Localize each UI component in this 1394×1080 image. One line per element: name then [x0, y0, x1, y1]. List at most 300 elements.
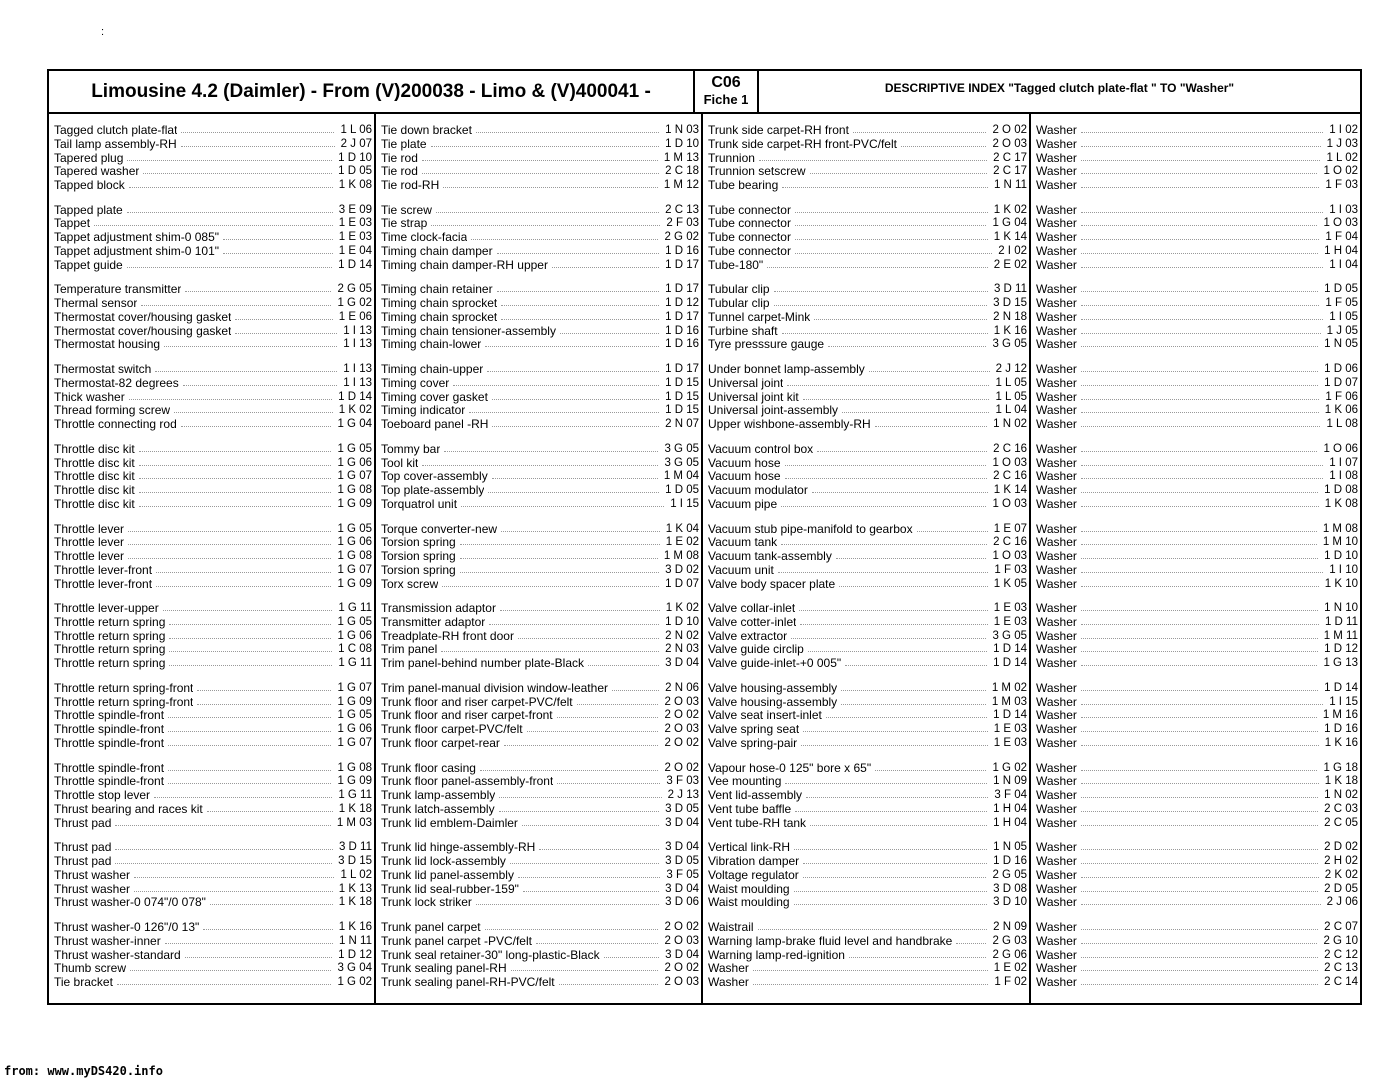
part-name: Washer	[708, 976, 749, 989]
part-name: Timing cover	[381, 376, 450, 390]
fiche-reference: 1 D 14	[993, 709, 1027, 722]
index-entry	[1031, 723, 1360, 737]
fiche-reference: 2 N 18	[993, 310, 1027, 323]
fiche-reference: 1 G 04	[992, 217, 1027, 230]
index-entry	[49, 377, 374, 391]
fiche-reference: 3 G 05	[992, 629, 1027, 642]
leader-dots	[1081, 665, 1317, 666]
part-name: Waist moulding	[708, 896, 790, 910]
part-name: Trunk lock striker	[381, 896, 472, 910]
part-name: Tie rod	[381, 165, 418, 179]
fiche-reference: 1 L 06	[340, 124, 372, 136]
fiche-reference: 1 G 06	[337, 536, 372, 549]
fiche-reference: 1 M 03	[336, 816, 372, 829]
part-name: Washer	[1036, 775, 1077, 789]
index-column-1	[49, 114, 376, 1003]
part-name: Tie rod-RH	[381, 179, 440, 192]
fiche-reference: 1 K 16	[338, 921, 372, 933]
part-name: Throttle lever-upper	[54, 602, 159, 616]
part-name: Trunk floor casing	[381, 761, 476, 775]
index-entry	[376, 443, 701, 457]
part-name: Vibration damper	[708, 855, 800, 869]
fiche-reference: 1 F 02	[994, 976, 1027, 988]
leader-dots	[1081, 544, 1317, 545]
index-entry	[1031, 817, 1360, 831]
part-name: Washer	[1036, 802, 1077, 816]
leader-dots	[197, 704, 331, 705]
leader-dots	[431, 146, 659, 147]
leader-dots	[134, 891, 333, 892]
index-entry	[1031, 325, 1360, 339]
index-frame	[47, 69, 1362, 1005]
fiche-reference: 1 G 06	[337, 456, 372, 469]
part-name: Washer	[1036, 338, 1077, 352]
part-name: Throttle spindle-front	[54, 775, 165, 789]
part-name: Thermostat cover/housing gasket	[54, 310, 232, 324]
leader-dots	[812, 492, 988, 493]
part-name: Top plate-assembly	[381, 484, 485, 498]
index-entry	[376, 484, 701, 498]
index-entry	[703, 789, 1029, 803]
leader-dots	[501, 305, 659, 306]
index-entry	[1031, 165, 1360, 179]
fiche-reference: 2 C 03	[1324, 802, 1358, 815]
index-entry	[1031, 536, 1360, 550]
index-entry	[49, 564, 374, 578]
fiche-reference: 2 O 03	[664, 934, 699, 947]
index-entry	[49, 311, 374, 325]
part-name: Thrust washer-0 074"/0 078"	[54, 896, 206, 910]
leader-dots	[1081, 970, 1318, 971]
index-entry	[49, 921, 374, 935]
leader-dots	[1081, 745, 1319, 746]
index-entry	[1031, 363, 1360, 377]
fiche-reference: 3 D 11	[338, 841, 372, 854]
part-name: Washer	[1036, 789, 1077, 803]
part-name: Vertical link-RH	[708, 841, 791, 855]
part-name: Trim panel-behind number plate-Black	[381, 657, 584, 671]
leader-dots	[836, 558, 986, 559]
index-entry	[1031, 124, 1360, 138]
leader-dots	[1081, 797, 1318, 798]
leader-dots	[758, 929, 987, 930]
index-entry	[703, 457, 1029, 471]
part-name: Universal joint	[708, 376, 784, 390]
leader-dots	[499, 811, 659, 812]
part-name: Vacuum stub pipe-manifold to gearbox	[708, 522, 913, 536]
fiche-reference: 2 J 07	[340, 137, 372, 150]
fiche-reference: 1 M 11	[1323, 629, 1358, 642]
part-name: Trunk panel carpet	[381, 921, 481, 934]
leader-dots	[497, 291, 659, 292]
leader-dots	[128, 531, 331, 532]
fiche-reference: 1 O 03	[992, 497, 1027, 510]
leader-dots	[168, 717, 331, 718]
part-name: Top cover-assembly	[381, 470, 488, 484]
index-entry	[703, 630, 1029, 644]
part-name: Timing chain tensioner-assembly	[381, 324, 556, 338]
part-name: Tube connector	[708, 217, 791, 231]
fiche-reference: 2 G 02	[664, 231, 699, 244]
part-name: Throttle return spring	[54, 657, 166, 671]
fiche-reference: 1 E 04	[338, 244, 372, 257]
fiche-reference: 3 D 11	[993, 283, 1027, 296]
part-name: Upper wishbone-assembly-RH	[708, 418, 871, 432]
index-entry	[49, 179, 374, 193]
part-name: Tool kit	[381, 456, 419, 470]
index-entry	[703, 498, 1029, 512]
fiche-reference: 1 K 04	[665, 522, 699, 535]
fiche-reference: 1 G 13	[1323, 657, 1358, 670]
index-entry	[703, 643, 1029, 657]
part-name: Throttle lever-front	[54, 577, 153, 591]
corner-mark: :	[101, 26, 105, 38]
fiche-reference: 1 I 08	[1329, 470, 1358, 483]
leader-dots	[476, 132, 659, 133]
fiche-reference: 1 K 14	[993, 484, 1027, 497]
part-name: Washer	[1036, 217, 1077, 231]
part-name: Washer	[1036, 297, 1077, 311]
index-entry	[376, 803, 701, 817]
index-entry	[49, 803, 374, 817]
index-entry	[49, 523, 374, 537]
leader-dots	[203, 929, 333, 930]
leader-dots	[469, 412, 659, 413]
leader-dots	[480, 770, 658, 771]
leader-dots	[1081, 478, 1323, 479]
part-name: Tie down bracket	[381, 124, 472, 137]
leader-dots	[223, 253, 333, 254]
index-entry	[1031, 152, 1360, 166]
index-entry	[1031, 976, 1360, 990]
index-entry	[703, 962, 1029, 976]
index-entry	[49, 124, 374, 138]
fiche-reference: 1 K 02	[338, 404, 372, 417]
part-name: Vacuum unit	[708, 563, 774, 577]
index-entry	[1031, 498, 1360, 512]
index-entry	[376, 325, 701, 339]
leader-dots	[803, 399, 989, 400]
index-entry	[703, 578, 1029, 592]
leader-dots	[1081, 465, 1323, 466]
fiche-reference: 2 C 17	[993, 165, 1027, 178]
part-name: Valve spring seat	[708, 723, 800, 737]
leader-dots	[1081, 399, 1319, 400]
fiche-reference: 3 F 04	[994, 789, 1027, 802]
fiche-reference: 1 G 08	[337, 550, 372, 562]
part-name: Valve guide circlip	[708, 643, 804, 657]
fiche-reference: 1 H 04	[993, 816, 1027, 829]
index-entry	[1031, 737, 1360, 751]
part-name: Washer	[1036, 124, 1077, 137]
leader-dots	[461, 506, 664, 507]
leader-dots	[753, 970, 988, 971]
fiche-reference: 2 O 02	[664, 761, 699, 774]
index-entry	[703, 338, 1029, 352]
fiche-reference: 1 G 07	[337, 736, 372, 749]
header	[49, 71, 1360, 114]
fiche-reference: 1 O 06	[1323, 442, 1358, 455]
index-entry	[49, 643, 374, 657]
index-entry	[49, 855, 374, 869]
leader-dots	[612, 690, 659, 691]
part-name: Timing indicator	[381, 404, 466, 418]
leader-dots	[794, 891, 987, 892]
part-name: Throttle return spring	[54, 629, 166, 643]
fiche-reference: 1 D 17	[665, 258, 699, 271]
part-name: Waistrail	[708, 921, 754, 934]
index-entry	[1031, 896, 1360, 910]
fiche-reference: 1 D 16	[665, 338, 699, 351]
index-entry	[703, 949, 1029, 963]
part-name: Treadplate-RH front door	[381, 629, 514, 643]
fiche-reference: 2 C 07	[1324, 921, 1358, 933]
index-entry	[49, 896, 374, 910]
leader-dots	[163, 610, 332, 611]
index-entry	[1031, 578, 1360, 592]
leader-dots	[794, 904, 987, 905]
part-name: Trunk latch-assembly	[381, 802, 495, 816]
leader-dots	[181, 132, 334, 133]
fiche-reference: 2 O 02	[664, 962, 699, 975]
fiche-reference: 3 D 05	[665, 802, 699, 815]
index-entry	[49, 709, 374, 723]
fiche-reference: 1 K 05	[993, 577, 1027, 590]
fiche-reference: 3 G 05	[992, 338, 1027, 351]
leader-dots	[604, 957, 659, 958]
part-name: Washer	[1036, 695, 1077, 709]
leader-dots	[235, 333, 337, 334]
fiche-reference: 2 N 06	[665, 681, 699, 694]
part-name: Throttle return spring-front	[54, 681, 194, 695]
leader-dots	[443, 187, 658, 188]
part-name: Tapered washer	[54, 165, 140, 179]
index-entry	[376, 696, 701, 710]
part-name: Trunk sealing panel-RH	[381, 962, 507, 976]
fiche-reference: 1 F 04	[1325, 231, 1358, 244]
fiche-reference: 3 G 05	[664, 456, 699, 469]
index-entry	[703, 231, 1029, 245]
index-entry	[49, 217, 374, 231]
leader-dots	[1081, 704, 1323, 705]
part-name: Valve collar-inlet	[708, 602, 796, 616]
part-name: Trim panel	[381, 643, 438, 657]
leader-dots	[441, 651, 659, 652]
fiche-reference: 2 C 16	[993, 470, 1027, 483]
part-name: Vacuum hose	[708, 470, 781, 484]
leader-dots	[94, 225, 333, 226]
fiche-reference: 1 D 14	[993, 643, 1027, 656]
index-entry	[376, 470, 701, 484]
index-entry	[376, 259, 701, 273]
part-name: Tapered plug	[54, 151, 124, 165]
fiche-reference: 1 E 07	[993, 522, 1027, 535]
part-name: Washer	[1036, 868, 1077, 882]
part-name: Throttle disc kit	[54, 497, 135, 511]
index-entry	[376, 418, 701, 432]
index-entry	[1031, 443, 1360, 457]
part-name: Trunk lid hinge-assembly-RH	[381, 841, 536, 855]
index-entry	[703, 377, 1029, 391]
leader-dots	[795, 811, 987, 812]
leader-dots	[842, 412, 989, 413]
leader-dots	[782, 187, 988, 188]
part-name: Transmitter adaptor	[381, 615, 486, 629]
part-name: Tappet	[54, 217, 91, 231]
part-name: Universal joint-assembly	[708, 404, 839, 418]
index-entry	[49, 550, 374, 564]
leader-dots	[487, 371, 659, 372]
part-name: Washer	[1036, 497, 1077, 511]
index-entry	[49, 231, 374, 245]
fiche-reference: 1 D 10	[1324, 550, 1358, 562]
part-name: Tube connector	[708, 203, 791, 217]
part-name: Washer	[1036, 258, 1077, 272]
leader-dots	[115, 849, 333, 850]
part-name: Vacuum tank	[708, 536, 778, 550]
fiche-reference: 3 D 04	[665, 882, 699, 895]
index-entry	[1031, 775, 1360, 789]
leader-dots	[501, 531, 660, 532]
index-entry	[376, 377, 701, 391]
part-name: Tube bearing	[708, 179, 779, 192]
leader-dots	[422, 160, 658, 161]
part-name: Washer	[1036, 709, 1077, 723]
index-entry	[703, 283, 1029, 297]
leader-dots	[1081, 132, 1323, 133]
part-name: Thrust washer	[54, 868, 131, 882]
fiche-reference: 1 D 17	[665, 310, 699, 323]
part-name: Vee mounting	[708, 775, 782, 789]
part-name: Under bonnet lamp-assembly	[708, 363, 865, 377]
leader-dots	[791, 638, 986, 639]
index-entry	[376, 523, 701, 537]
fiche-reference: 1 M 04	[663, 470, 699, 483]
index-entry	[376, 896, 701, 910]
fiche-reference: 2 O 02	[992, 124, 1027, 136]
index-entry	[49, 775, 374, 789]
leader-dots	[810, 173, 987, 174]
leader-dots	[956, 943, 986, 944]
fiche-reference: 2 C 13	[665, 203, 699, 216]
index-entry	[376, 682, 701, 696]
part-name: Washer	[1036, 404, 1077, 418]
fiche-reference: 1 E 03	[993, 723, 1027, 736]
index-entry	[376, 709, 701, 723]
part-name: Timing cover gasket	[381, 390, 488, 404]
leader-dots	[1081, 225, 1317, 226]
leader-dots	[127, 267, 332, 268]
index-entry	[1031, 457, 1360, 471]
leader-dots	[210, 904, 333, 905]
leader-dots	[1081, 651, 1318, 652]
index-entry	[1031, 657, 1360, 671]
part-name: Valve housing-assembly	[708, 695, 838, 709]
index-entry	[1031, 484, 1360, 498]
index-entry	[49, 789, 374, 803]
leader-dots	[444, 451, 658, 452]
leader-dots	[1081, 212, 1323, 213]
fiche-reference: 1 D 12	[338, 948, 372, 961]
index-entry	[1031, 470, 1360, 484]
index-entry	[1031, 311, 1360, 325]
fiche-reference: 2 C 05	[1324, 816, 1358, 829]
fiche-reference: 1 D 07	[1324, 376, 1358, 389]
leader-dots	[841, 690, 986, 691]
leader-dots	[183, 385, 337, 386]
part-name: Washer	[1036, 615, 1077, 629]
index-entry	[1031, 550, 1360, 564]
fiche-reference: 3 G 04	[337, 962, 372, 975]
index-entry	[376, 138, 701, 152]
index-entry	[376, 457, 701, 471]
index-entry	[49, 602, 374, 616]
part-name: Timing chain retainer	[381, 283, 493, 297]
fiche-reference: 1 D 08	[1324, 484, 1358, 497]
index-entry	[376, 630, 701, 644]
fiche-reference: 2 C 14	[1324, 976, 1358, 988]
fiche-reference: 1 I 03	[1329, 203, 1358, 216]
leader-dots	[845, 665, 987, 666]
fiche-reference: 1 E 02	[993, 962, 1027, 975]
fiche-reference: 1 D 16	[665, 324, 699, 337]
leader-dots	[522, 825, 659, 826]
index-entry	[376, 165, 701, 179]
fiche-reference: 1 N 11	[338, 934, 372, 947]
part-name: Vacuum tank-assembly	[708, 550, 832, 563]
leader-dots	[795, 212, 988, 213]
index-entry	[376, 498, 701, 512]
index-entry	[376, 363, 701, 377]
leader-dots	[164, 346, 337, 347]
part-name: Torsion spring	[381, 550, 456, 563]
part-name: Throttle disc kit	[54, 442, 135, 456]
leader-dots	[778, 572, 988, 573]
part-name: Trunk sealing panel-RH-PVC/felt	[381, 976, 555, 989]
leader-dots	[1081, 173, 1317, 174]
leader-dots	[1081, 811, 1318, 812]
fiche-reference: 1 D 07	[665, 577, 699, 590]
leader-dots	[489, 624, 659, 625]
fiche-reference: 1 D 14	[993, 657, 1027, 670]
leader-dots	[803, 877, 986, 878]
part-name: Throttle spindle-front	[54, 761, 165, 775]
index-entry	[49, 391, 374, 405]
index-entry	[376, 817, 701, 831]
fiche-reference: 3 D 04	[665, 657, 699, 670]
index-entry	[49, 470, 374, 484]
index-entry	[1031, 564, 1360, 578]
fiche-reference: 1 C 08	[338, 643, 372, 656]
fiche-reference: 1 K 18	[1324, 775, 1358, 788]
page-title: Limousine 4.2 (Daimler) - From (V)200038 - Limo & (V)400041 -	[49, 71, 695, 112]
fiche-reference: 2 O 03	[664, 695, 699, 708]
part-name: Throttle connecting rod	[54, 418, 177, 432]
part-name: Throttle disc kit	[54, 456, 135, 470]
part-name: Washer	[1036, 376, 1077, 390]
fiche-reference: 1 E 03	[993, 602, 1027, 615]
index-entry	[1031, 204, 1360, 218]
index-entry	[49, 949, 374, 963]
index-entry	[703, 297, 1029, 311]
fiche-reference: 3 G 05	[664, 442, 699, 455]
part-name: Tappet adjustment shim-0 101"	[54, 244, 220, 258]
index-entry	[703, 124, 1029, 138]
index-entry	[376, 217, 701, 231]
part-name: Washer	[1036, 179, 1077, 192]
fiche-reference: 1 G 09	[337, 695, 372, 708]
index-entry	[703, 616, 1029, 630]
